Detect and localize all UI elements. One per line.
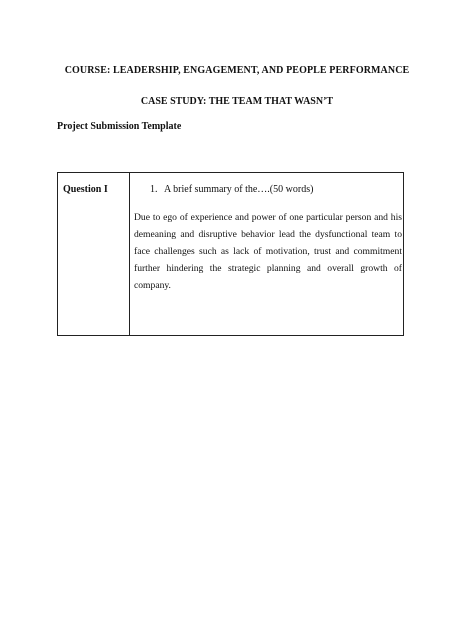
prompt-number: 1. [150,184,158,195]
question-prompt [150,184,313,195]
answer-cell [130,173,403,335]
template-label: Project Submission Template [57,121,182,132]
question-label: Question I [63,184,108,195]
question-table [57,172,404,336]
prompt-text: A brief summary of the….(50 words) [164,184,314,195]
course-title: COURSE: LEADERSHIP, ENGAGEMENT, AND PEOPLE PERFORMANCE [64,65,410,76]
question-label-cell [58,173,130,335]
answer-text: Due to ego of experience and power of one particular person and his demeaning and disruptive behavior lead the dysfunctional team to face challenges such as lack of motivation, trust and commitment further hindering the strategic planning and overall growth of company. [134,212,402,291]
case-study-title: CASE STUDY: THE TEAM THAT WASN’T [140,96,334,107]
